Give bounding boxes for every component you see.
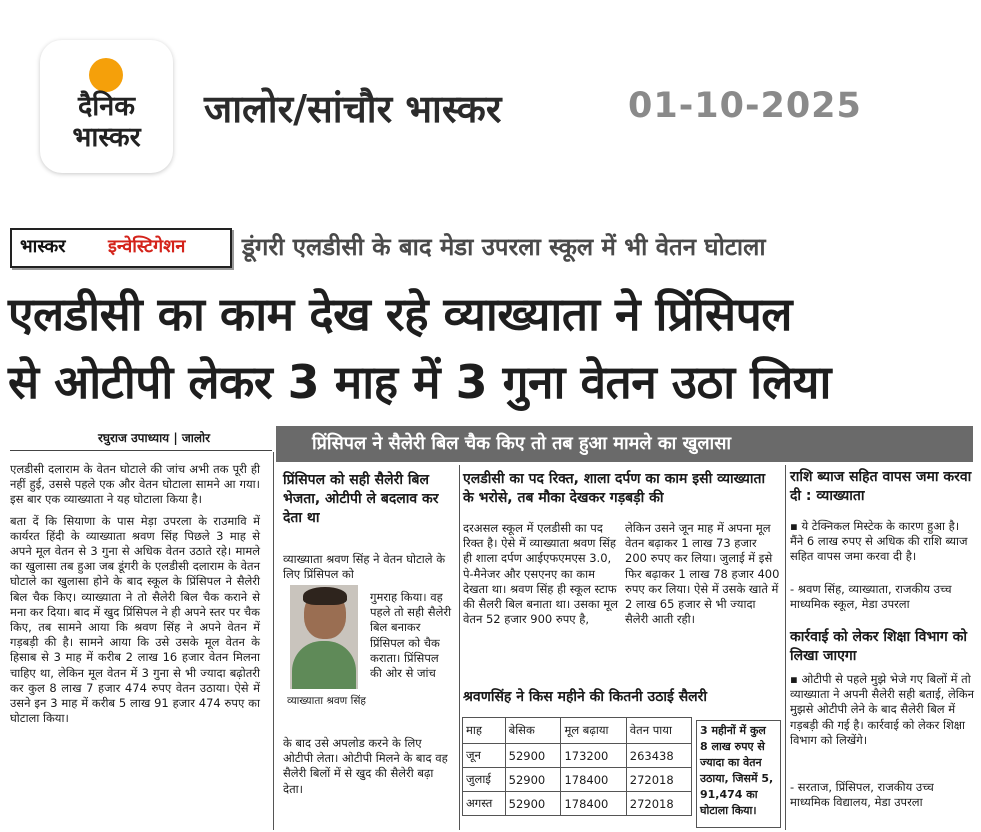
table-cell: 173200 bbox=[561, 744, 626, 768]
table-row bbox=[463, 792, 692, 816]
banner-text: प्रिंसिपल ने सैलेरी बिल चैक किए तो तब हुआ मामले का खुलासा bbox=[312, 433, 732, 454]
photo-hair bbox=[303, 587, 347, 605]
table-cell: 52900 bbox=[505, 792, 561, 816]
sidebar-heading: कार्रवाई को लेकर शिक्षा विभाग को लिखा जाएगा bbox=[790, 629, 968, 664]
table-row bbox=[463, 768, 692, 792]
table-cell: 272018 bbox=[626, 768, 691, 792]
quote-text: ▪ ये टेक्निकल मिस्टेक के कारण हुआ है। मैंने 6 लाख रुपए से अधिक की राशि ब्याज सहित वापस जमा करवा दी है। bbox=[790, 519, 968, 564]
logo-word-1: दैनिक bbox=[77, 91, 136, 122]
edition-title: जालोर/सांचौर भास्कर bbox=[204, 87, 502, 131]
table-cell: 263438 bbox=[626, 744, 691, 768]
quote-text: ▪ ओटीपी से पहले मुझे भेजे गए बिलों में तो व्याख्याता ने अपनी सैलेरी सही बताई, लेकिन मुझसे ओटीपी लेने के बाद सैलेरी बिल में गड़बड़ी की गई है। कार्रवाई को लेकर शिक्षा विभाग को लिखेंगे। bbox=[790, 672, 974, 747]
body-paragraph: व्याख्याता श्रवण सिंह ने वेतन घोटाले के लिए प्रिंसिपल को bbox=[283, 552, 446, 582]
headline-line-2: से ओटीपी लेकर 3 माह में 3 गुना वेतन उठा लिया bbox=[8, 355, 831, 409]
byline-divider bbox=[10, 450, 272, 451]
table-header-cell: बेसिक bbox=[505, 718, 561, 744]
headline-line-1: एलडीसी का काम देख रहे व्याख्याता ने प्रिंसिपल bbox=[8, 287, 792, 341]
quote-attribution: - सरताज, प्रिंसिपल, राजकीय उच्च माध्यमिक विद्यालय, मेडा उपरला bbox=[790, 780, 934, 810]
table-cell: जुलाई bbox=[463, 768, 506, 792]
table-cell: 178400 bbox=[561, 768, 626, 792]
column-divider bbox=[273, 452, 274, 830]
body-paragraph: के बाद उसे अपलोड करने के लिए ओटीपी लेता। ओटीपी मिलने के बाद वह सैलेरी बिलों में से खुद की सैलेरी बढ़ा देता। bbox=[283, 736, 448, 796]
quote-attribution: - श्रवण सिंह, व्याख्याता, राजकीय उच्च माध्यमिक स्कूल, मेडा उपरला bbox=[790, 582, 952, 612]
photo-shirt bbox=[292, 641, 356, 689]
table-header-row bbox=[463, 718, 692, 744]
table-cell: जून bbox=[463, 744, 506, 768]
column-divider bbox=[459, 465, 460, 830]
subhead-banner bbox=[276, 426, 973, 462]
body-paragraph: लेकिन उसने जून माह में अपना मूल वेतन बढ़ाकर 1 लाख 73 हजार 200 रुपए कर लिया। जुलाई में इसे फिर बढ़ाकर 1 लाख 78 हजार 400 रुपए कर लिया। ऐसे में उसके खाते में 2 लाख 65 हजार से भी ज्यादा सैलेरी आती रही। bbox=[625, 521, 780, 627]
logo-sun-icon bbox=[89, 58, 123, 92]
table-cell: 178400 bbox=[561, 792, 626, 816]
photo-caption: व्याख्याता श्रवण सिंह bbox=[287, 695, 366, 707]
publication-date: 01-10-2025 bbox=[628, 86, 862, 126]
kicker-headline: डूंगरी एलडीसी के बाद मेडा उपरला स्कूल में भी वेतन घोटाला bbox=[242, 233, 766, 261]
sidebar-heading: प्रिंसिपल को सही सैलेरी बिल भेजता, ओटीपी ले बदलाव कर देता था bbox=[283, 472, 439, 526]
table-cell: 272018 bbox=[626, 792, 691, 816]
body-paragraph: गुमराह किया। वह पहले तो सही सैलेरी बिल बनाकर प्रिंसिपल को चैक कराता। प्रिंसिपल की ओर से जांच bbox=[370, 590, 452, 681]
salary-table-note: 3 महीनों में कुल 8 लाख रुपए से ज्यादा का वेतन उठाया, जिसमें 5, 91,474 का घोटाला किया। bbox=[696, 720, 781, 828]
body-paragraph: दरअसल स्कूल में एलडीसी का पद रिक्त है। ऐसे में व्याख्याता श्रवण सिंह ही शाला दर्पण आईएफएमएस 3.0, पे-मैनेजर और एसएनए का काम देखता था। श्रवण सिंह ही स्कूल स्टाफ की सैलरी बिल बनाता था। उसका मूल वेतन 52 हजार 900 रुपए है, bbox=[463, 521, 619, 627]
logo-word-2: भास्कर bbox=[72, 122, 141, 153]
byline: रघुराज उपाध्याय | जालोर bbox=[98, 431, 211, 445]
table-cell: 52900 bbox=[505, 744, 561, 768]
salary-table bbox=[462, 717, 692, 816]
body-paragraph: एलडीसी दलाराम के वेतन घोटाले की जांच अभी तक पूरी ही नहीं हुई, उससे पहले एक और वेतन घोटाला सामने आ गया। इस बार एक व्याख्याता ने यह घोटाला किया है। bbox=[10, 462, 260, 507]
teacher-photo bbox=[290, 585, 358, 689]
tag-word-bhaskar: भास्कर bbox=[20, 236, 66, 257]
salary-table-title: श्रवणसिंह ने किस महीने की कितनी उठाई सैलरी bbox=[463, 689, 708, 705]
tag-word-investigation: इन्वेस्टिगेशन bbox=[108, 236, 186, 257]
table-cell: अगस्त bbox=[463, 792, 506, 816]
table-header-cell: मूल बढ़ाया bbox=[561, 718, 626, 744]
article-body-main bbox=[10, 462, 260, 732]
table-row bbox=[463, 744, 692, 768]
section-heading: एलडीसी का पद रिक्त, शाला दर्पण का काम इसी व्याख्याता के भरोसे, तब मौका देखकर गड़बड़ी की bbox=[463, 471, 766, 506]
table-header-cell: माह bbox=[463, 718, 506, 744]
column-divider bbox=[785, 465, 786, 830]
table-header-cell: वेतन पाया bbox=[626, 718, 691, 744]
sidebar-heading: राशि ब्याज सहित वापस जमा करवा दी : व्याख्याता bbox=[790, 469, 972, 504]
table-cell: 52900 bbox=[505, 768, 561, 792]
investigation-tag bbox=[10, 228, 232, 268]
body-paragraph: बता दें कि सियाणा के पास मेड़ा उपरला के राउमावि में कार्यरत हिंदी के व्याख्याता श्रवण सिंह पिछले 3 माह से अपने मूल वेतन से 3 गुना से अधिक वेतन उठाते रहे। मामले का खुलासा तब हुआ जब डूंगरी के एलडीसी दलाराम के वेतन घोटाले का खुलासा होने के बाद स्कूल के प्रिंसिपल ने सैलेरी बिल चैक किए। व्याख्याता ने तो सैलेरी बिल चैक कराने से मना कर दिया। बाद में खुद प्रिंसिपल ने ही अपने स्तर पर चैक किए, तब सामने आया कि श्रवण सिंह ने अपने वेतन में गड़बड़ी की है। सामने आया कि उसे उसके मूल वेतन के हिसाब से 3 माह में करीब 2 लाख 16 हजार वेतन मिलना चाहिए था, लेकिन मूल वेतन में 3 गुना से भी ज्यादा बढ़ोतरी कर कुल 8 लाख 7 हजार 474 रुपए वेतन उठाया। ऐसे में उसने इन 3 माह में करीब 5 लाख 91 हजार 474 रुपए का घोटाला किया। bbox=[10, 513, 260, 726]
dainik-bhaskar-logo bbox=[40, 40, 173, 173]
